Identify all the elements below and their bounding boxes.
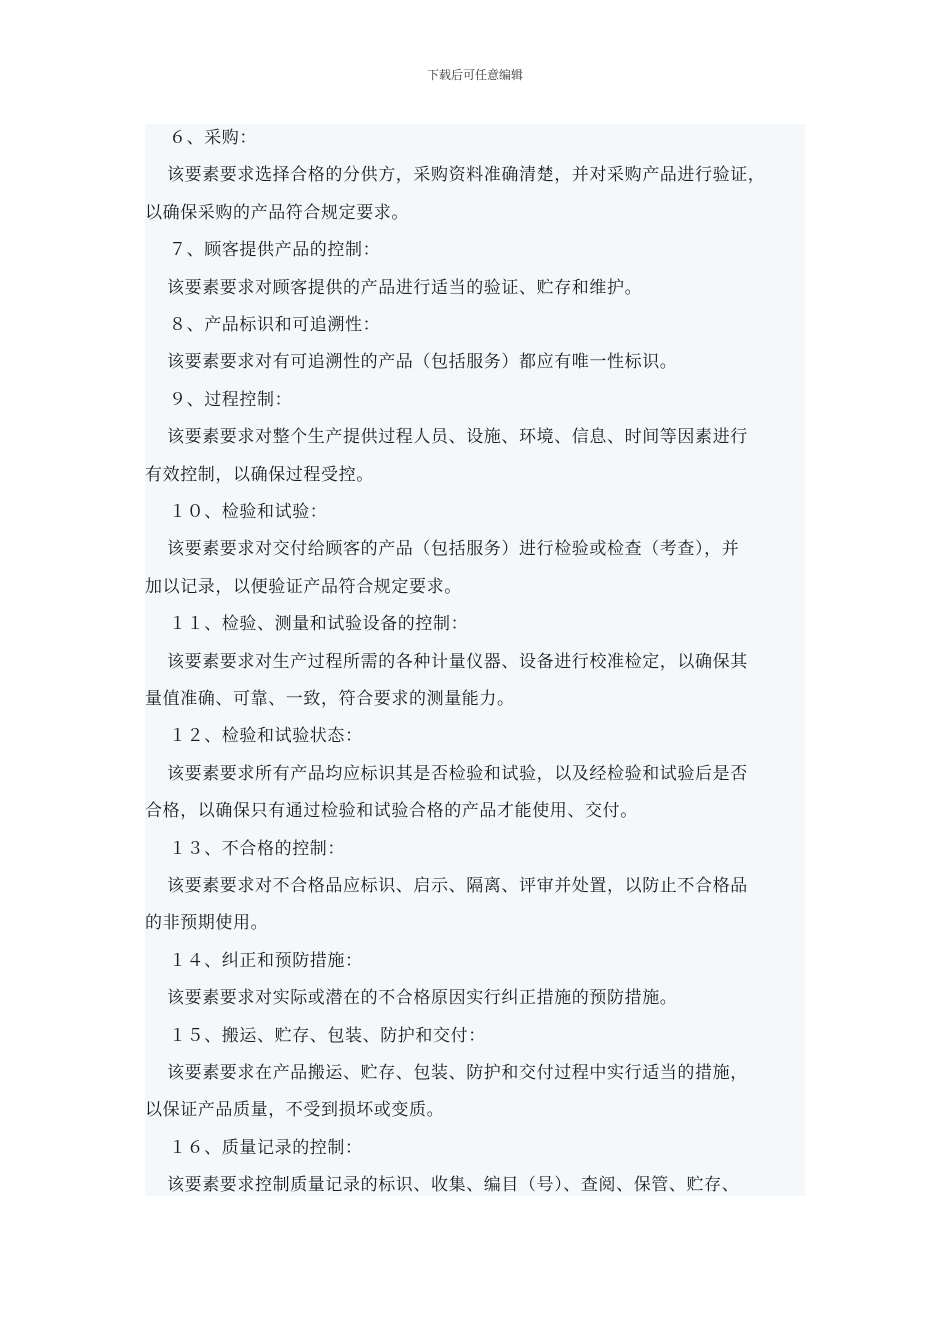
paragraph-line: 该要素要求在产品搬运、贮存、包装、防护和交付过程中实行适当的措施， — [167, 1063, 748, 1083]
section-heading: ６、采购： — [169, 128, 257, 148]
paragraph-line: 该要素要求所有产品均应标识其是否检验和试验，以及经检验和试验后是否 — [167, 763, 748, 784]
section-heading: １２、检验和试验状态： — [169, 726, 363, 747]
paragraph-line: 该要素要求选择合格的分供方，采购资料准确清楚，并对采购产品进行验证， — [167, 165, 766, 186]
paragraph-line: 该要素要求对实际或潜在的不合格原因实行纠正措施的预防措施。 — [167, 988, 678, 1009]
section-heading: １１、检验、测量和试验设备的控制： — [169, 614, 469, 635]
section-heading: １０、检验和试验： — [169, 502, 328, 522]
paragraph-line: 该要素要求对生产过程所需的各种计量仪器、设备进行校准检定，以确保其 — [167, 651, 748, 672]
paragraph-line: 该要素要求对顾客提供的产品进行适当的验证、贮存和维护。 — [167, 277, 643, 298]
paragraph-line: 该要素要求控制质量记录的标识、收集、编目（号）、查阅、保管、贮存、 — [167, 1175, 740, 1196]
paragraph-line: 加以记录，以便验证产品符合规定要求。 — [145, 576, 462, 597]
section-heading: １３、不合格的控制： — [169, 838, 345, 859]
paragraph-line: 合格，以确保只有通过检验和试验合格的产品才能使用、交付。 — [145, 801, 638, 822]
paragraph-line: 该要素要求对交付给顾客的产品（包括服务）进行检验或检查（考查），并 — [167, 539, 740, 560]
section-heading: １４、纠正和预防措施： — [169, 950, 363, 971]
paragraph-line: 量值准确、可靠、一致，符合要求的测量能力。 — [145, 689, 515, 709]
paragraph-line: 以保证产品质量，不受到损坏或变质。 — [145, 1100, 445, 1121]
section-heading: １６、质量记录的控制： — [169, 1137, 363, 1158]
paragraph-line: 以确保采购的产品符合规定要求。 — [145, 202, 409, 223]
paragraph-line: 该要素要求对不合格品应标识、启示、隔离、评审并处置，以防止不合格品 — [167, 876, 748, 896]
paragraph-line: 该要素要求对整个生产提供过程人员、设施、环境、信息、时间等因素进行 — [167, 427, 748, 448]
paragraph-line: 有效控制，以确保过程受控。 — [145, 464, 374, 485]
section-heading: ７、顾客提供产品的控制： — [169, 240, 381, 261]
document-body — [145, 124, 805, 1196]
page-header: 下载后可任意编辑 — [426, 68, 523, 82]
section-heading: ９、过程控制： — [169, 389, 293, 410]
paragraph-line: 的非预期使用。 — [145, 913, 269, 934]
paragraph-line: 该要素要求对有可追溯性的产品（包括服务）都应有唯一性标识。 — [167, 352, 678, 373]
section-heading: １５、搬运、贮存、包装、防护和交付： — [169, 1025, 486, 1046]
section-heading: ８、产品标识和可追溯性： — [169, 315, 381, 335]
